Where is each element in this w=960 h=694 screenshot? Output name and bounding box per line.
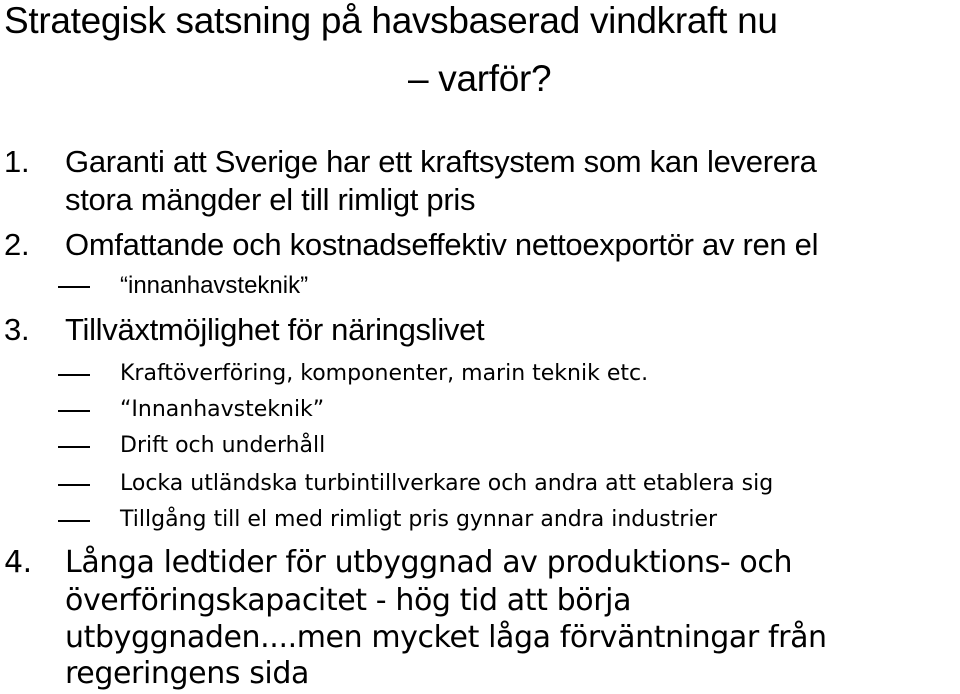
item-3-sub-1: Kraftöverföring, komponenter, marin teknik etc.	[120, 361, 649, 386]
item-1-line-1: Garanti att Sverige har ett kraftsystem som kan leverera	[65, 144, 817, 179]
item-3-sub-5-dash	[58, 520, 90, 522]
slide-title-line-2: – varför?	[408, 58, 552, 99]
item-3-sub-2: “Innanhavsteknik”	[120, 397, 325, 422]
item-3-sub-4-dash	[58, 484, 90, 486]
item-3-sub-1-dash	[58, 374, 90, 376]
item-4-number: 4.	[4, 545, 32, 580]
item-4-line-4: regeringens sida	[65, 656, 309, 691]
item-3-sub-3: Drift och underhåll	[120, 433, 326, 458]
item-3-sub-3-dash	[58, 446, 90, 448]
item-4-line-3: utbyggnaden....men mycket låga förväntningar från	[65, 620, 827, 655]
item-2-sub-1: “innanhavsteknik”	[120, 272, 309, 299]
item-1-number: 1.	[4, 144, 30, 179]
item-1-line-2: stora mängder el till rimligt pris	[65, 182, 476, 217]
slide-title-line-1: Strategisk satsning på havsbaserad vindkraft nu	[4, 0, 778, 41]
item-4-line-2: överföringskapacitet - hög tid att börja	[65, 583, 632, 618]
item-2-sub-1-dash	[58, 286, 90, 288]
item-2-number: 2.	[4, 227, 30, 262]
item-3-sub-2-dash	[58, 410, 90, 412]
item-4-line-1: Långa ledtider för utbyggnad av produktions- och	[65, 545, 793, 580]
item-3-sub-5: Tillgång till el med rimligt pris gynnar andra industrier	[120, 507, 718, 532]
item-3-number: 3.	[4, 312, 30, 347]
item-2-line-1: Omfattande och kostnadseffektiv nettoexportör av ren el	[65, 227, 819, 262]
item-3-sub-4: Locka utländska turbintillverkare och andra att etablera sig	[120, 471, 774, 496]
item-3-line-1: Tillväxtmöjlighet för näringslivet	[65, 312, 485, 347]
